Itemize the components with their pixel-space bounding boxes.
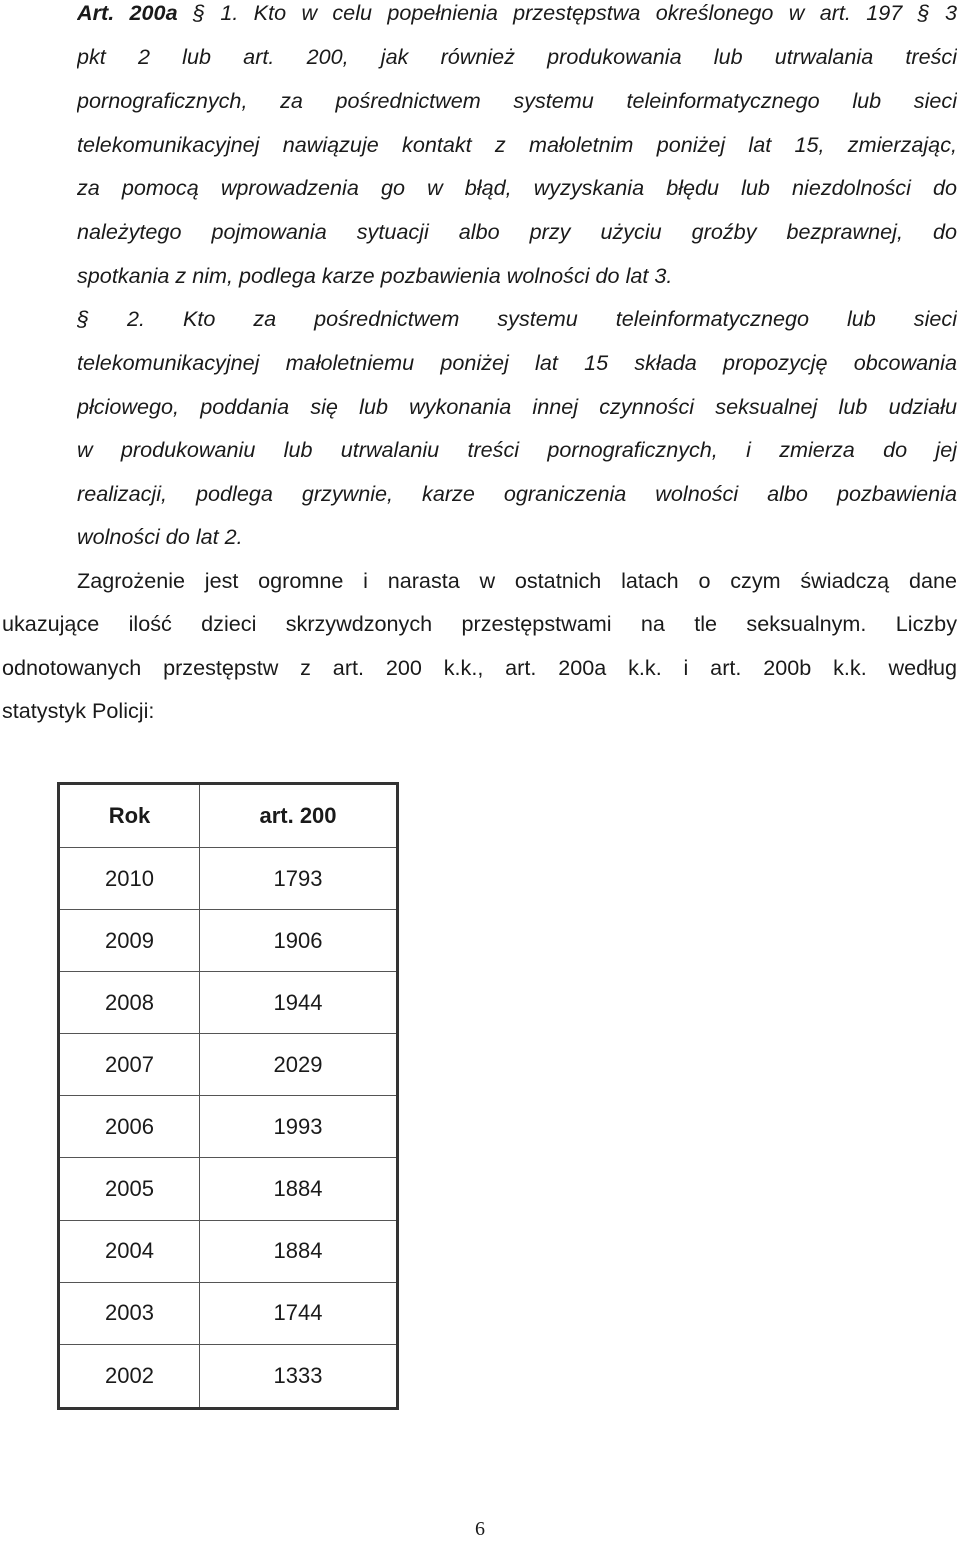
header-year: Rok — [59, 784, 200, 848]
count-cell: 1744 — [200, 1282, 398, 1344]
section-2-line-3: płciowego, poddania się lub wykonania innej czynności seksualnej lub udziału — [77, 394, 957, 419]
header-art-200: art. 200 — [200, 784, 398, 848]
count-cell: 2029 — [200, 1034, 398, 1096]
year-cell: 2005 — [59, 1158, 200, 1220]
table-row — [59, 1344, 398, 1408]
section-2-line-6: wolności do lat 2. — [77, 524, 243, 549]
stats-intro-line-2: ukazujące ilość dzieci skrzywdzonych przestępstwami na tle seksualnym. Liczby — [2, 611, 957, 636]
count-cell: 1884 — [200, 1220, 398, 1282]
count-cell: 1333 — [200, 1344, 398, 1408]
article-200a-line-3: pornograficznych, za pośrednictwem systemu teleinformatycznego lub sieci — [77, 88, 957, 113]
count-cell: 1993 — [200, 1096, 398, 1158]
section-2-line-2: telekomunikacyjnej małoletniemu poniżej lat 15 składa propozycję obcowania — [77, 350, 957, 375]
table-row — [59, 1096, 398, 1158]
article-200a-line-5: za pomocą wprowadzenia go w błąd, wyzyskania błędu lub niezdolności do — [77, 175, 957, 200]
page-number: 6 — [475, 1518, 485, 1540]
article-label: Art. 200a — [77, 0, 178, 25]
year-cell: 2007 — [59, 1034, 200, 1096]
year-cell: 2010 — [59, 848, 200, 910]
table-header-row — [59, 784, 398, 848]
stats-intro-line-4: statystyk Policji: — [2, 698, 155, 723]
table-row — [59, 1034, 398, 1096]
section-2-line-5: realizacji, podlega grzywnie, karze ograniczenia wolności albo pozbawienia — [77, 481, 957, 506]
year-cell: 2009 — [59, 910, 200, 972]
table-row — [59, 972, 398, 1034]
article-200a-line-2: pkt 2 lub art. 200, jak również produkowania lub utrwalania treści — [77, 44, 957, 69]
year-cell: 2002 — [59, 1344, 200, 1408]
count-cell: 1906 — [200, 910, 398, 972]
section-2-line-1: § 2. Kto za pośrednictwem systemu teleinformatycznego lub sieci — [77, 306, 957, 331]
stats-intro-line-3: odnotowanych przestępstw z art. 200 k.k., art. 200a k.k. i art. 200b k.k. według — [2, 655, 957, 680]
article-200a-line-1 — [77, 0, 957, 30]
table-row — [59, 1220, 398, 1282]
count-cell: 1944 — [200, 972, 398, 1034]
year-cell: 2008 — [59, 972, 200, 1034]
count-cell: 1884 — [200, 1158, 398, 1220]
article-200a-line-7: spotkania z nim, podlega karze pozbawienia wolności do lat 3. — [77, 263, 673, 288]
section-2-line-4: w produkowaniu lub utrwalaniu treści pornograficznych, i zmierza do jej — [77, 437, 957, 462]
article-text: § 1. Kto w celu popełnienia przestępstwa określonego w art. 197 § 3 — [192, 0, 957, 25]
stats-intro-line-1: Zagrożenie jest ogromne i narasta w ostatnich latach o czym świadczą dane — [77, 568, 957, 593]
table-row — [59, 910, 398, 972]
article-200a-line-6: należytego pojmowania sytuacji albo przy użyciu groźby bezprawnej, do — [77, 219, 957, 244]
year-cell: 2004 — [59, 1220, 200, 1282]
table-row — [59, 1158, 398, 1220]
crime-statistics-table — [57, 782, 399, 1410]
year-cell: 2006 — [59, 1096, 200, 1158]
article-200a-line-4: telekomunikacyjnej nawiązuje kontakt z małoletnim poniżej lat 15, zmierzając, — [77, 132, 957, 157]
table-row — [59, 1282, 398, 1344]
year-cell: 2003 — [59, 1282, 200, 1344]
count-cell: 1793 — [200, 848, 398, 910]
table-row — [59, 848, 398, 910]
